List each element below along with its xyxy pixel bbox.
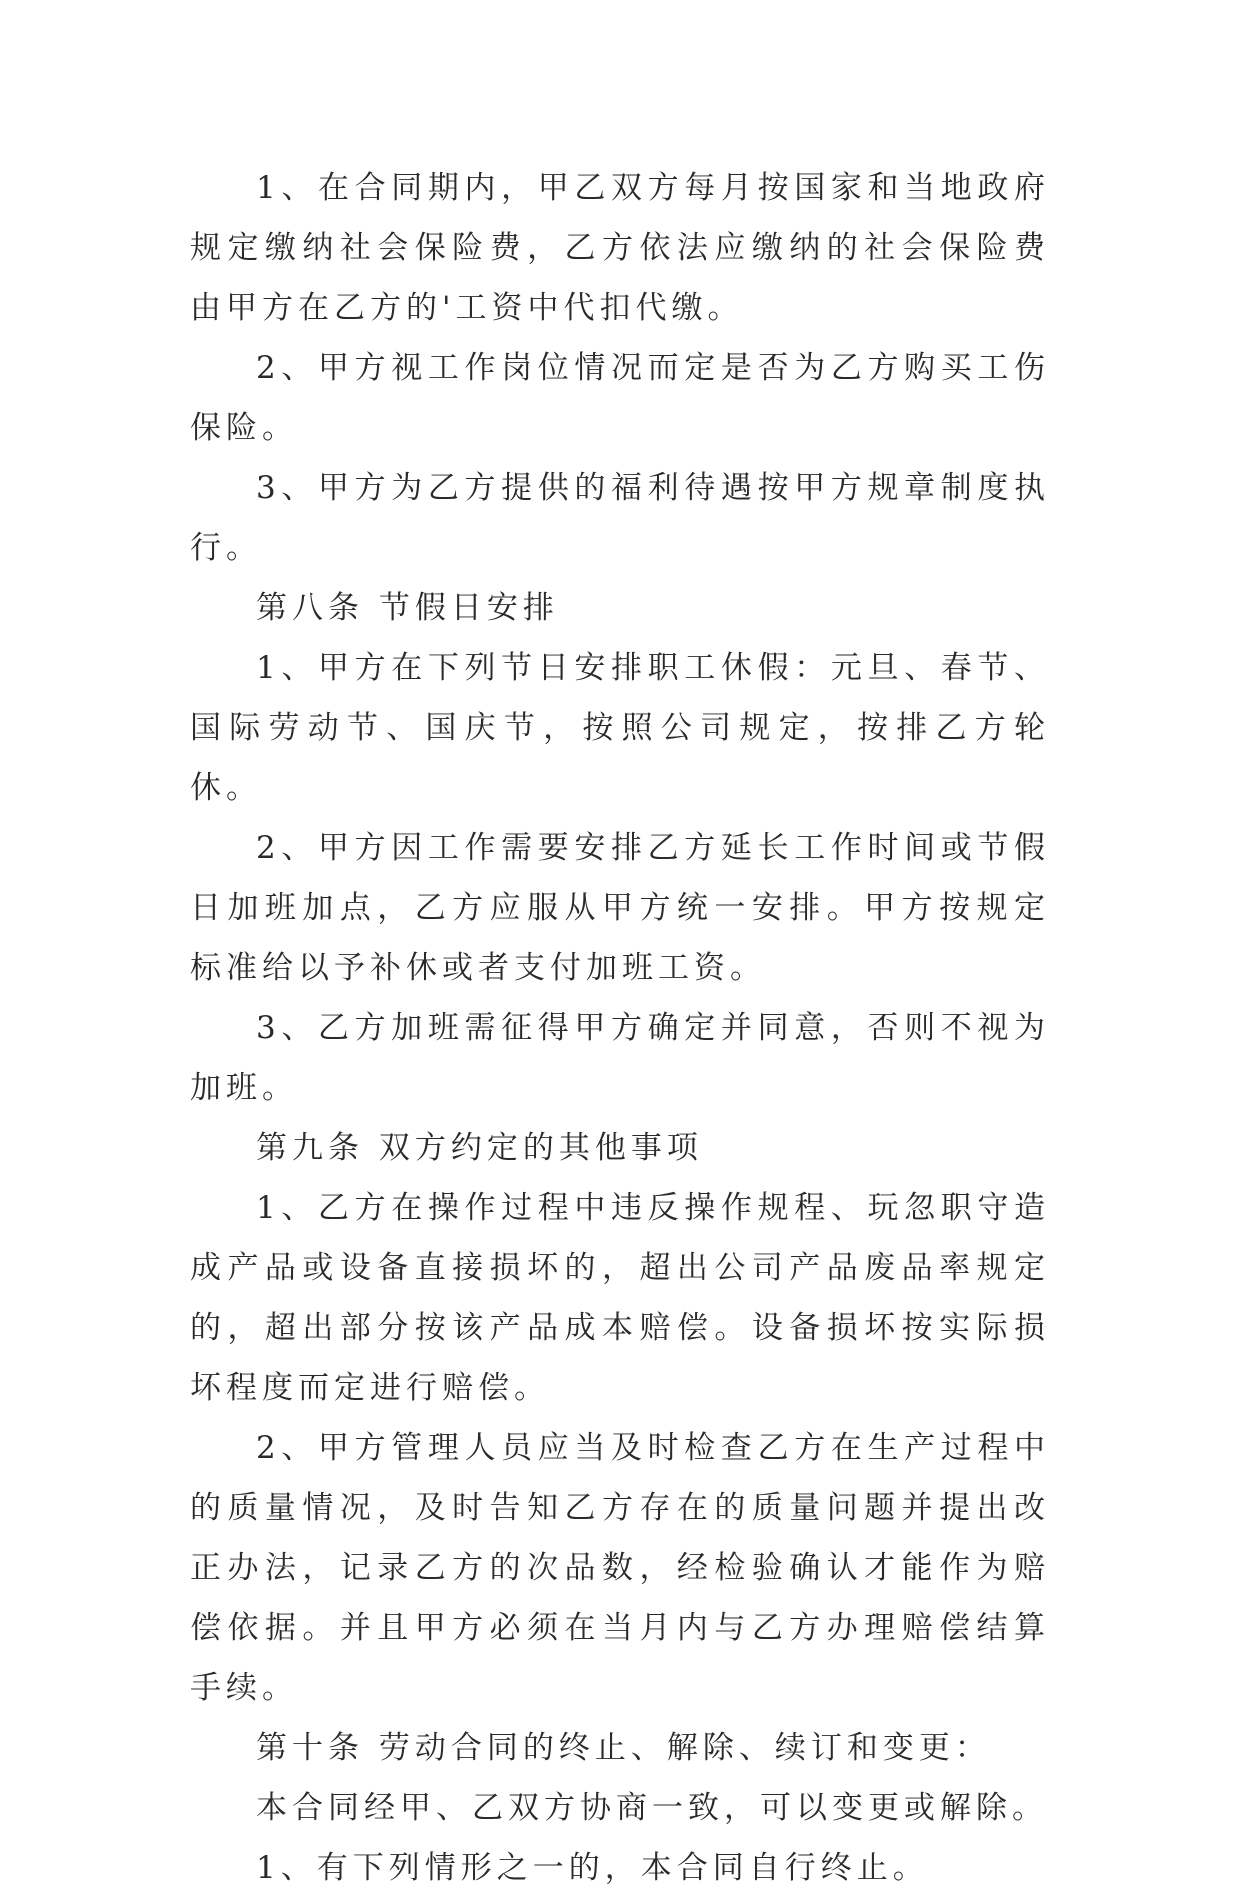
paragraph-overtime-arrangement: 2、甲方因工作需要安排乙方延长工作时间或节假日加班加点，乙方应服从甲方统一安排。甲方按规定标准给以予补休或者支付加班工资。 <box>190 830 1050 986</box>
article-9-heading: 第九条 双方约定的其他事项 <box>256 1130 703 1166</box>
paragraph-termination-conditions: 1、有下列情形之一的，本合同自行终止。 <box>256 1850 929 1886</box>
article-10-heading: 第十条 劳动合同的终止、解除、续订和变更： <box>256 1730 991 1766</box>
paragraph-injury-insurance: 2、甲方视工作岗位情况而定是否为乙方购买工伤保险。 <box>190 350 1050 446</box>
article-8-heading: 第八条 节假日安排 <box>256 590 559 626</box>
paragraph-quality-inspection: 2、甲方管理人员应当及时检查乙方在生产过程中的质量情况，及时告知乙方存在的质量问题并提出改正办法，记录乙方的次品数，经检验确认才能作为赔偿依据。并且甲方必须在当月内与乙方办理赔偿结算手续。 <box>190 1430 1050 1706</box>
document-body <box>190 158 1050 1898</box>
paragraph-holidays: 1、甲方在下列节日安排职工休假：元旦、春节、国际劳动节、国庆节，按照公司规定，按排乙方轮休。 <box>190 650 1050 806</box>
paragraph-welfare: 3、甲方为乙方提供的福利待遇按甲方规章制度执行。 <box>190 470 1050 566</box>
paragraph-mutual-agreement: 本合同经甲、乙双方协商一致，可以变更或解除。 <box>256 1790 1048 1826</box>
paragraph-social-insurance: 1、在合同期内，甲乙双方每月按国家和当地政府规定缴纳社会保险费，乙方依法应缴纳的社会保险费由甲方在乙方的'工资中代扣代缴。 <box>190 170 1050 326</box>
paragraph-damage-compensation: 1、乙方在操作过程中违反操作规程、玩忽职守造成产品或设备直接损坏的，超出公司产品废品率规定的，超出部分按该产品成本赔偿。设备损坏按实际损坏程度而定进行赔偿。 <box>190 1190 1050 1406</box>
paragraph-overtime-approval: 3、乙方加班需征得甲方确定并同意，否则不视为加班。 <box>190 1010 1050 1106</box>
